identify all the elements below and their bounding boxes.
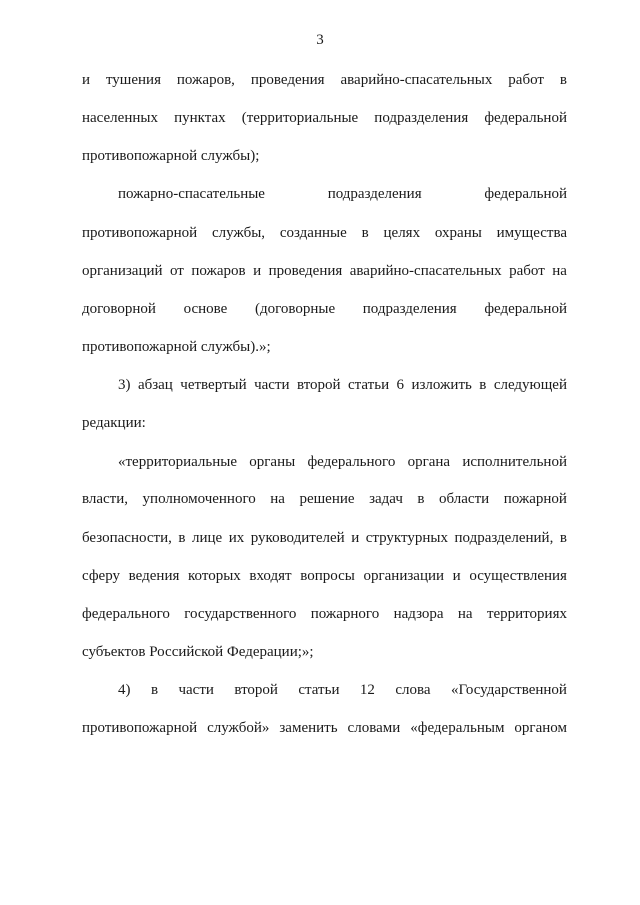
word: от (170, 263, 184, 279)
word: пунктах (174, 110, 226, 126)
word: руководителей (250, 530, 345, 546)
word: части (254, 377, 290, 393)
word: структурных (365, 530, 448, 546)
text-line-2 (82, 109, 567, 127)
word: пожаров, (176, 72, 235, 88)
word: и (452, 568, 461, 584)
word: 12 (359, 682, 375, 698)
word: работ (508, 72, 544, 88)
word: «территориальные (118, 454, 238, 470)
text-line-5 (82, 224, 567, 242)
word: организаций (82, 263, 163, 279)
word: пожаров (191, 263, 246, 279)
word: тушения (105, 72, 161, 88)
word: надзора (393, 606, 444, 622)
text-line-8: противопожарной службы).»; (82, 339, 271, 355)
word: и (253, 263, 262, 279)
text-line-11 (118, 453, 567, 471)
word: изложить (411, 377, 472, 393)
word: области (439, 491, 490, 507)
word: 3) (118, 377, 131, 393)
word: федеральной (484, 186, 567, 202)
text-line-3: противопожарной службы); (82, 148, 260, 164)
word: федеральной (484, 110, 567, 126)
word: заменить (279, 720, 338, 736)
word: в (361, 225, 369, 241)
text-line-12 (82, 490, 567, 508)
word: безопасности, (82, 530, 172, 546)
word: и (351, 530, 360, 546)
word: «Государственной (450, 682, 567, 698)
word: подразделений, (454, 530, 554, 546)
text-line-7 (82, 300, 567, 318)
word: имущества (496, 225, 567, 241)
word: на (457, 606, 473, 622)
word: подразделения (374, 110, 469, 126)
word: ведения (128, 568, 180, 584)
word: службой» (207, 720, 270, 736)
word: проведения (268, 263, 343, 279)
word: органом (514, 720, 567, 736)
text-line-1 (82, 71, 567, 89)
text-line-18 (82, 719, 567, 737)
word: решение (299, 491, 355, 507)
word: населенных (82, 110, 158, 126)
word: абзац (137, 377, 173, 393)
text-line-14 (82, 567, 567, 585)
text-line-9 (118, 376, 567, 394)
word: федерального (307, 454, 396, 470)
word: лице (191, 530, 223, 546)
word: федерального (82, 606, 170, 622)
text-line-17 (118, 681, 567, 699)
word: федеральной (484, 301, 567, 317)
word: в (559, 530, 567, 546)
word: органа (407, 454, 451, 470)
word: проведения (250, 72, 325, 88)
word: статьи (298, 682, 340, 698)
word: на (552, 263, 567, 279)
text-line-4 (118, 185, 567, 203)
word: задач (369, 491, 403, 507)
word: части (178, 682, 214, 698)
page-number: 3 (316, 32, 324, 48)
word: государственного (184, 606, 297, 622)
word: вопросы (300, 568, 355, 584)
word: территориях (486, 606, 567, 622)
word: работ (509, 263, 545, 279)
word: в (559, 72, 567, 88)
word: второй (296, 377, 341, 393)
word: на (270, 491, 285, 507)
word: противопожарной (82, 720, 198, 736)
word: аварийно-спасательных (340, 72, 493, 88)
text-line-13 (82, 529, 567, 547)
word: аварийно-спасательных (349, 263, 502, 279)
word: осуществления (469, 568, 567, 584)
word: и (82, 72, 91, 88)
word: следующей (493, 377, 567, 393)
text-line-6 (82, 262, 567, 280)
word: в (178, 530, 186, 546)
word: четвертый (180, 377, 247, 393)
word: подразделения (327, 186, 422, 202)
word: (территориальные (241, 110, 359, 126)
word: уполномоченного (142, 491, 256, 507)
text-line-15 (82, 605, 567, 623)
word: пожарной (503, 491, 567, 507)
word: сферу (82, 568, 121, 584)
word: в (150, 682, 159, 698)
word: подразделения (362, 301, 457, 317)
word: власти, (82, 491, 129, 507)
word: основе (183, 301, 228, 317)
word: слова (395, 682, 431, 698)
word: организации (363, 568, 445, 584)
word: пожарно-спасательные (118, 186, 265, 202)
word: созданные (279, 225, 347, 241)
word: в (417, 491, 425, 507)
word: «федеральным (410, 720, 505, 736)
word: 4) (118, 682, 131, 698)
word: их (228, 530, 245, 546)
text-line-10: редакции: (82, 415, 146, 431)
word: словами (347, 720, 401, 736)
word: в (479, 377, 487, 393)
word: исполнительной (462, 454, 567, 470)
word: охраны (434, 225, 482, 241)
word: (договорные (254, 301, 336, 317)
word: службы, (211, 225, 266, 241)
word: целях (383, 225, 421, 241)
word: 6 (396, 377, 405, 393)
text-line-16: субъектов Российской Федерации;»; (82, 644, 314, 660)
word: органы (249, 454, 296, 470)
word: статьи (348, 377, 390, 393)
word: пожарного (310, 606, 380, 622)
word: входят (249, 568, 292, 584)
word: противопожарной (82, 225, 198, 241)
word: которых (188, 568, 241, 584)
word: договорной (82, 301, 156, 317)
word: второй (234, 682, 278, 698)
